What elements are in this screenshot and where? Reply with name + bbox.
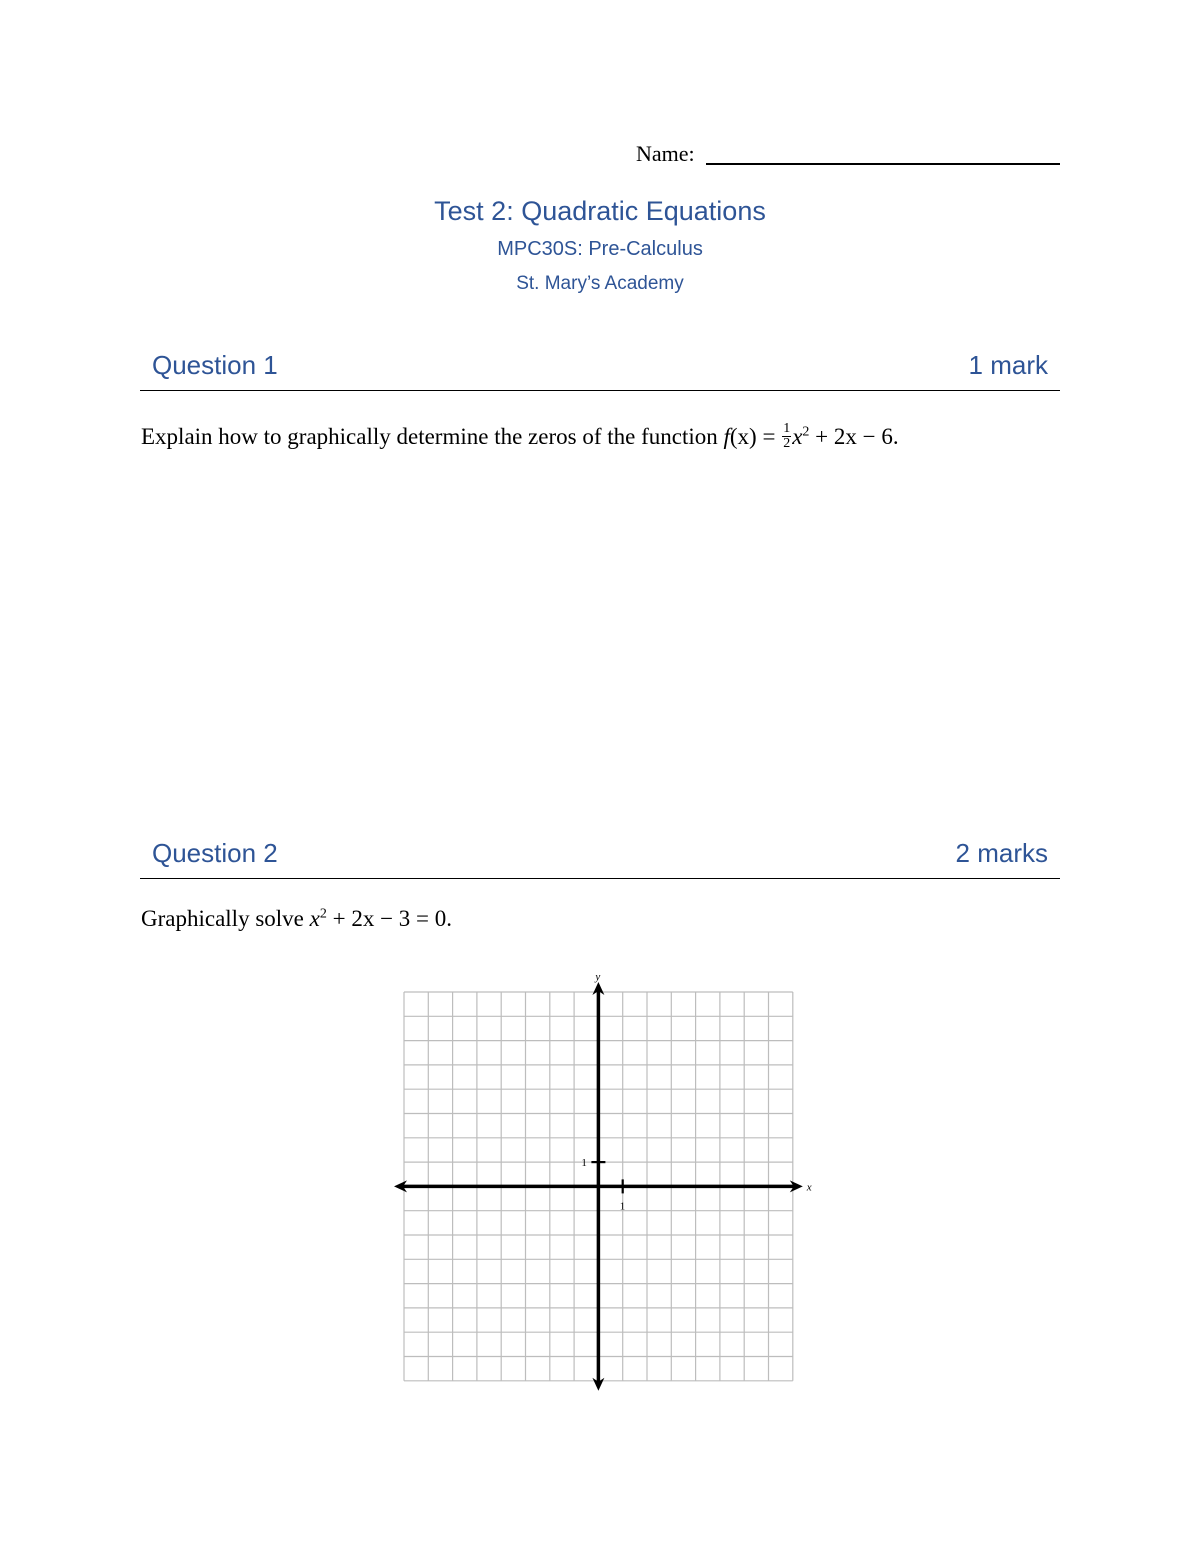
- question-1-header: [140, 350, 1060, 391]
- question-1-marks: 1 mark: [968, 350, 1048, 380]
- one-half-fraction: [782, 422, 791, 451]
- exponent: 2: [802, 424, 810, 440]
- question-2-marks: 2 marks: [955, 838, 1048, 868]
- coordinate-grid[interactable]: [390, 968, 830, 1398]
- fraction-denominator: 2: [783, 436, 791, 452]
- question-2-prompt: [141, 906, 452, 932]
- school-name: St. Mary’s Academy: [516, 273, 684, 294]
- question-1-text: Explain how to graphically determine the zeros of the function: [141, 424, 718, 449]
- fraction-numerator: 1: [783, 421, 791, 437]
- question-2-header: [140, 838, 1060, 879]
- test-title: Test 2: Quadratic Equations: [434, 196, 766, 226]
- question-2-label: Question 2: [152, 838, 278, 868]
- question-1-prompt: [141, 421, 899, 453]
- sentence-end: .: [892, 424, 899, 449]
- variable-x: x: [309, 906, 320, 931]
- function-arg: (x): [729, 424, 757, 449]
- name-label: Name:: [636, 141, 695, 166]
- question-1-label: Question 1: [152, 350, 278, 380]
- expression-rest: + 2x − 3 = 0: [332, 906, 447, 931]
- y-axis-label: y: [595, 971, 601, 983]
- question-2-text: Graphically solve: [141, 906, 304, 931]
- name-field-line[interactable]: [706, 163, 1060, 165]
- variable-x: x: [792, 424, 803, 449]
- expression-rest: + 2x − 6: [815, 424, 893, 449]
- x-tick-label: 1: [619, 1200, 626, 1213]
- axes: [394, 982, 803, 1391]
- equals-sign: =: [762, 424, 776, 449]
- function-name: f: [723, 424, 730, 449]
- course-title: MPC30S: Pre-Calculus: [497, 238, 703, 260]
- exponent: 2: [319, 906, 327, 922]
- x-axis-label: x: [806, 1181, 812, 1194]
- sentence-end: .: [446, 906, 453, 931]
- y-tick-label: 1: [581, 1157, 587, 1170]
